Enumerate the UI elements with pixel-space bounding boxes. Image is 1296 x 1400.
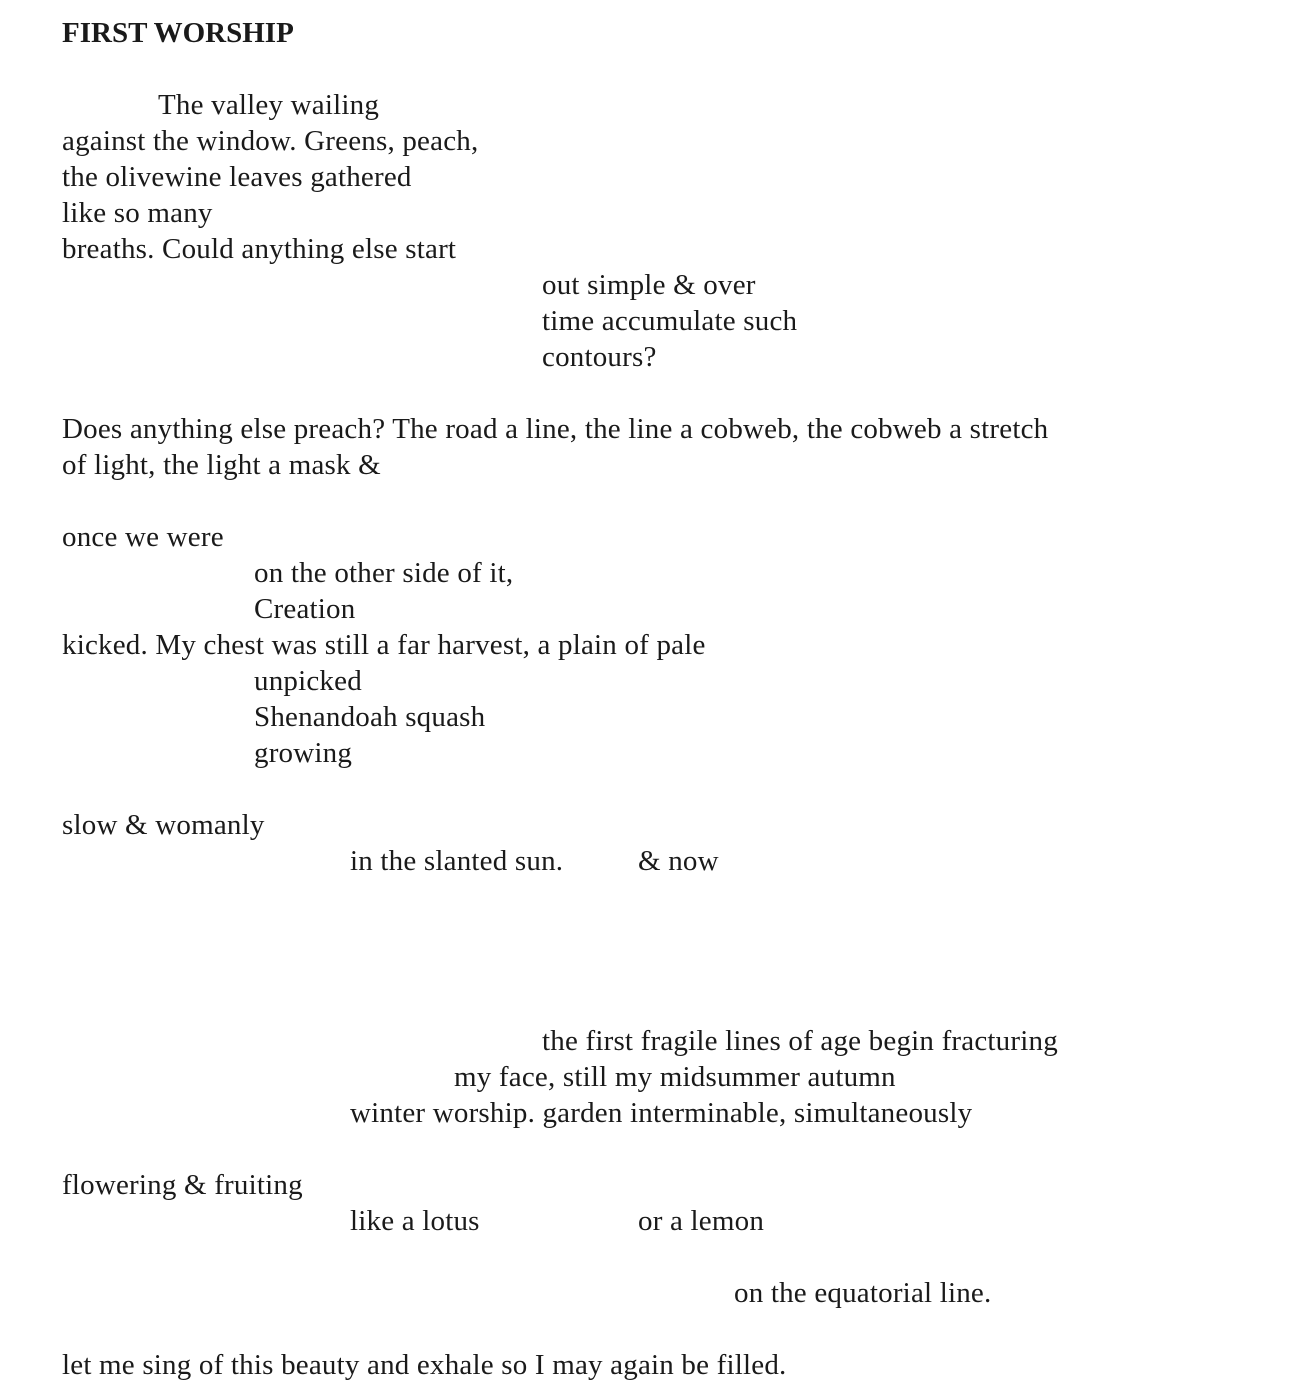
poem-line: like so many	[62, 197, 213, 229]
poem-line: winter worship. garden interminable, simultaneously	[350, 1097, 973, 1129]
poem-line: like a lotus	[350, 1205, 480, 1237]
poem-line: & now	[638, 845, 719, 877]
poem-line: the first fragile lines of age begin fracturing	[542, 1025, 1058, 1057]
poem-line: time accumulate such	[542, 305, 798, 337]
poem-title: FIRST WORSHIP	[62, 17, 294, 49]
poem-line: slow & womanly	[62, 809, 265, 841]
poem-line: on the equatorial line.	[734, 1277, 992, 1309]
poem-line: of light, the light a mask &	[62, 449, 381, 481]
poem-line: in the slanted sun.	[350, 845, 564, 877]
poem-line: the olivewine leaves gathered	[62, 161, 412, 193]
poem-line: on the other side of it,	[254, 557, 514, 589]
poem-line: against the window. Greens, peach,	[62, 125, 479, 157]
poem-line: contours?	[542, 341, 657, 373]
poem-line: unpicked	[254, 665, 362, 697]
poem-line: or a lemon	[638, 1205, 765, 1237]
poem-line: let me sing of this beauty and exhale so I may again be filled.	[62, 1349, 787, 1381]
poem-line: Shenandoah squash	[254, 701, 486, 733]
poem-line: Does anything else preach? The road a line, the line a cobweb, the cobweb a stretch	[62, 413, 1049, 445]
poem-line: kicked. My chest was still a far harvest, a plain of pale	[62, 629, 706, 661]
poem-line: growing	[254, 737, 353, 769]
poem-line: The valley wailing	[158, 89, 380, 121]
poem-line: once we were	[62, 521, 224, 553]
poem-line: Creation	[254, 593, 356, 625]
poem-line: my face, still my midsummer autumn	[454, 1061, 896, 1093]
poem-line: out simple & over	[542, 269, 756, 301]
poem-line: flowering & fruiting	[62, 1169, 303, 1201]
poem-line: breaths. Could anything else start	[62, 233, 457, 265]
